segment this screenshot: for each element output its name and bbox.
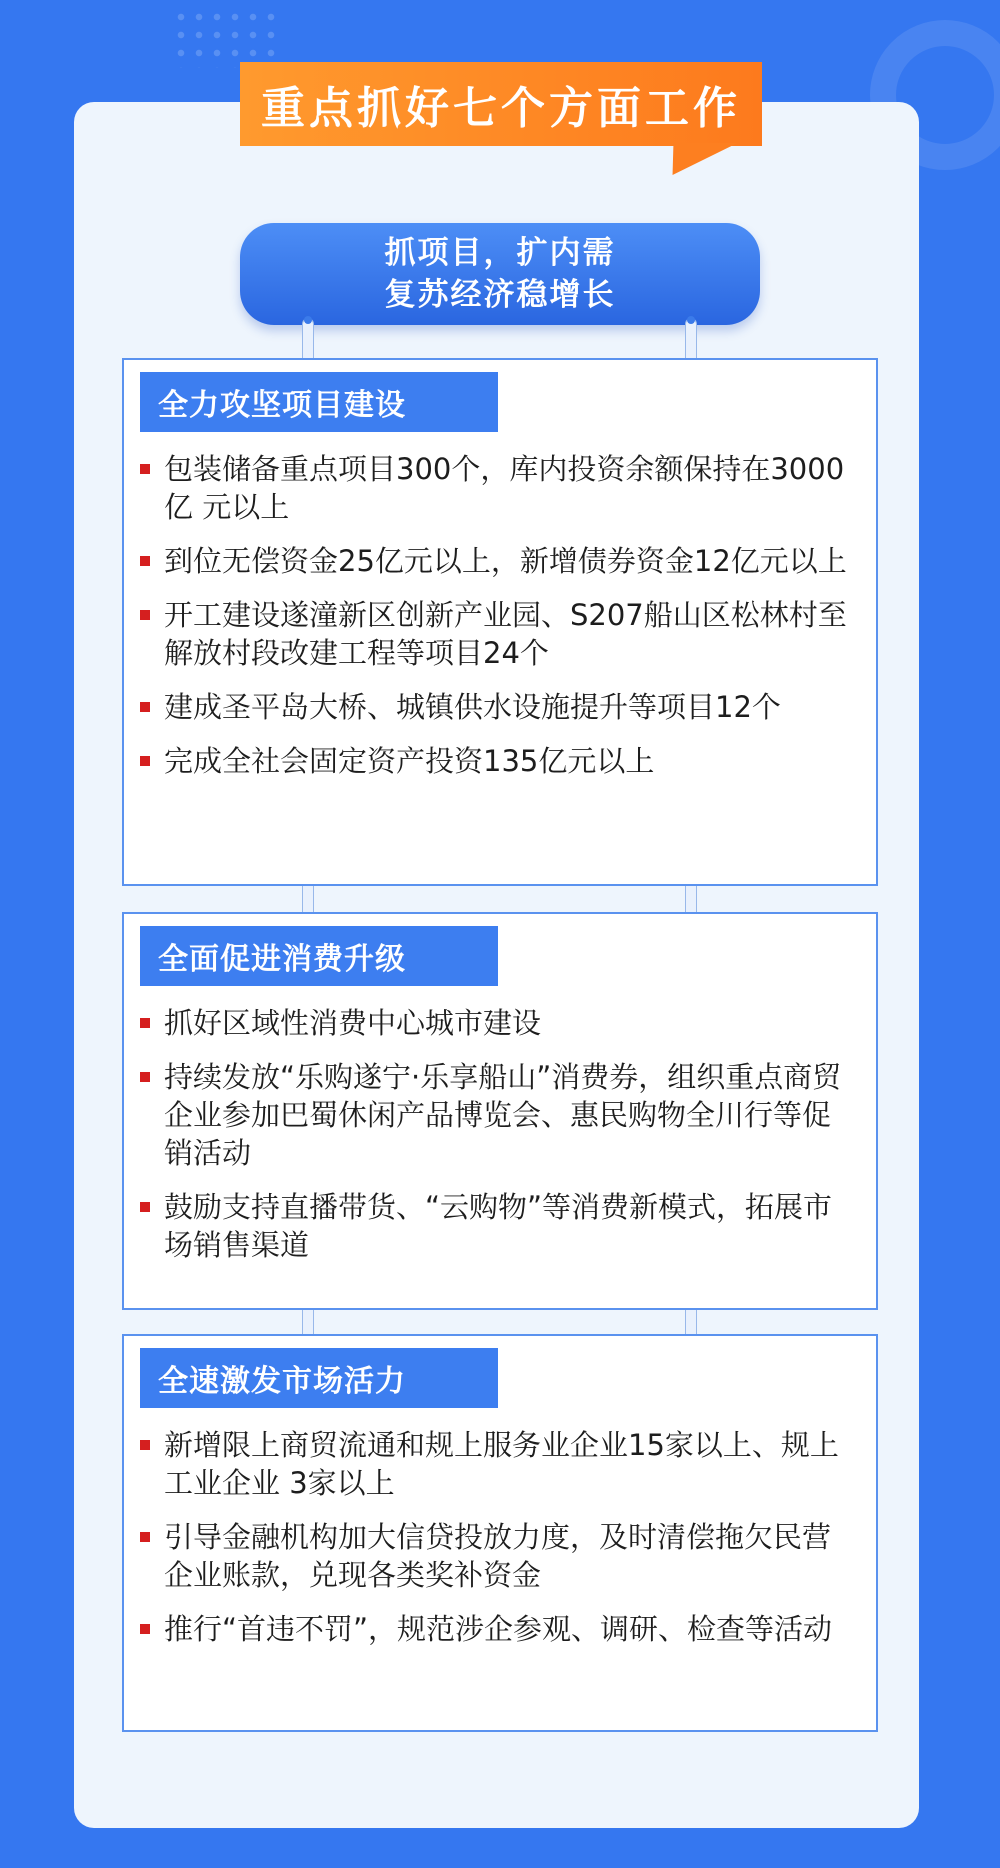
title-banner [240,62,762,146]
list-item [140,1004,850,1042]
item-text: 建成圣平岛大桥、城镇供水设施提升等项目12个 [164,690,781,724]
item-text: 开工建设遂潼新区创新产业园、S207船山区松林村至解放村段改建工程等项目24个 [164,598,847,670]
subtitle-line-2: 复苏经济稳增长 [384,277,616,313]
section-heading: 全面促进消费升级 [140,926,498,986]
list-item [140,1058,850,1172]
bullet-square-icon [140,1440,150,1450]
bullet-square-icon [140,464,150,474]
list-item [140,1426,850,1502]
item-text: 到位无偿资金25亿元以上，新增债券资金12亿元以上 [164,544,847,578]
subtitle-line-1: 抓项目，扩内需 [384,235,616,271]
section-heading: 全力攻坚项目建设 [140,372,498,432]
list-item [140,1610,850,1648]
item-text: 新增限上商贸流通和规上服务业企业15家以上、规上工业企业 3家以上 [164,1428,839,1500]
list-item [140,1518,850,1594]
list-item [140,596,850,672]
bullet-square-icon [140,756,150,766]
page-title: 重点抓好七个方面工作 [261,83,741,134]
bullet-square-icon [140,1018,150,1028]
item-list [140,450,850,796]
bullet-square-icon [140,556,150,566]
bullet-square-icon [140,1202,150,1212]
item-text: 鼓励支持直播带货、“云购物”等消费新模式，拓展市场销售渠道 [164,1190,833,1262]
subtitle-pill [240,223,760,325]
section-consumption-upgrade [122,912,878,1310]
bullet-square-icon [140,1532,150,1542]
bullet-square-icon [140,702,150,712]
item-list [140,1426,850,1664]
background-dot-pattern [172,8,282,68]
section-market-vitality [122,1334,878,1732]
list-item [140,1188,850,1264]
list-item [140,450,850,526]
item-text: 持续发放“乐购遂宁·乐享船山”消费券，组织重点商贸企业参加巴蜀休闲产品博览会、惠民购物全川行等促销活动 [164,1060,842,1170]
item-text: 完成全社会固定资产投资135亿元以上 [164,744,655,778]
list-item [140,688,850,726]
item-text: 推行“首违不罚”，规范涉企参观、调研、检查等活动 [164,1612,833,1646]
bullet-square-icon [140,1072,150,1082]
item-list [140,1004,850,1280]
item-text: 引导金融机构加大信贷投放力度，及时清偿拖欠民营企业账款，兑现各类奖补资金 [164,1520,832,1592]
bullet-square-icon [140,610,150,620]
list-item [140,742,850,780]
item-text: 抓好区域性消费中心城市建设 [164,1006,542,1040]
list-item [140,542,850,580]
item-text: 包装储备重点项目300个，库内投资余额保持在3000亿 元以上 [164,452,845,524]
section-heading: 全速激发市场活力 [140,1348,498,1408]
bullet-square-icon [140,1624,150,1634]
section-project-construction [122,358,878,886]
